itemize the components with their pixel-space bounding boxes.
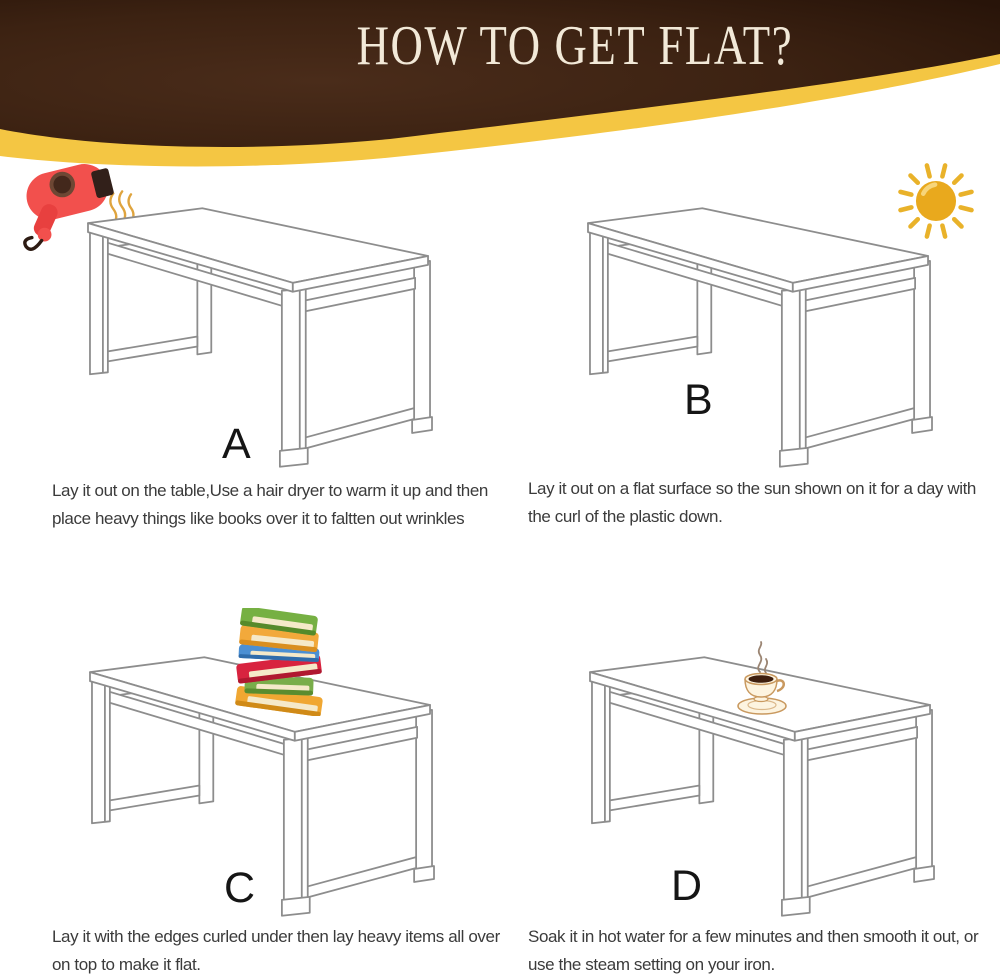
books-stack-icon [220,608,338,716]
method-letter-d: D [671,862,703,910]
method-description-a [52,477,488,533]
method-letter-b: B [684,376,713,424]
page-title-text: HOW TO GET FLAT? [356,15,794,77]
table-illustration [586,206,934,471]
steam-icon [758,642,767,673]
table-illustration [86,206,434,471]
description-line: Lay it with the edges curled under then lay heavy items all over [52,927,500,946]
method-letter-a: A [222,420,251,468]
method-letter-c: C [224,864,256,912]
method-description-d [528,923,978,974]
description-line: Soak it in hot water for a few minutes and then smooth it out, or [528,927,979,946]
method-description-b [528,475,976,531]
description-line: on top to make it flat. [52,955,201,974]
description-line: place heavy things like books over it to faltten out wrinkles [52,509,465,528]
section-c [0,545,500,974]
description-line: Lay it out on the table,Use a hair dryer to warm it up and then [52,481,488,500]
section-b [500,155,1000,545]
section-d [500,545,1000,974]
page-title [150,14,1000,78]
description-line: Lay it out on a flat surface so the sun shown on it for a day with [528,479,976,498]
header-banner [0,0,1000,180]
description-line: the curl of the plastic down. [528,507,723,526]
method-description-c [52,923,500,974]
coffee-cup-icon [736,640,792,718]
section-a [0,155,500,545]
description-line: use the steam setting on your iron. [528,955,775,974]
